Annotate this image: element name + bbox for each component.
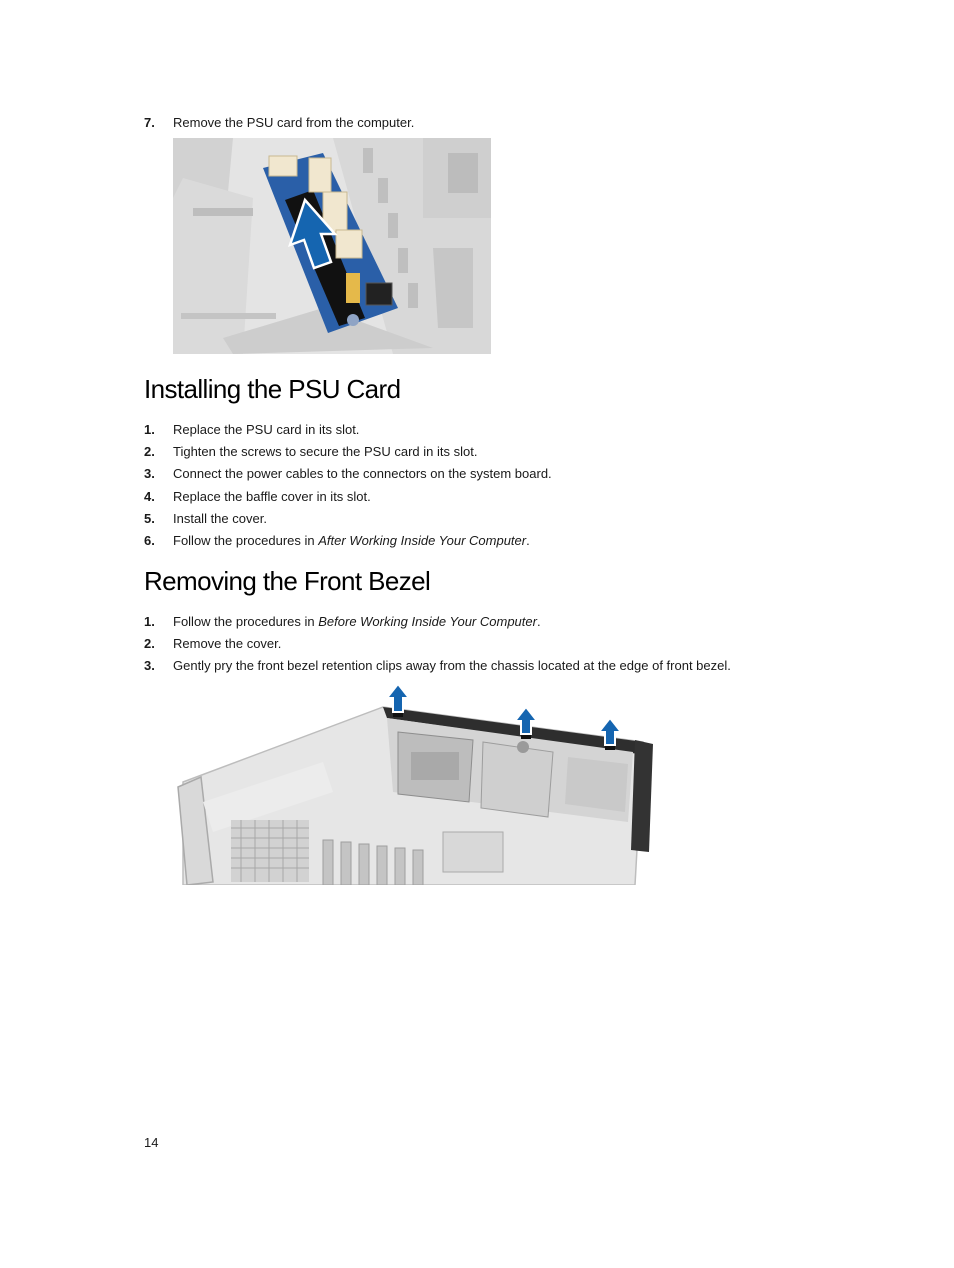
- step-number: 2.: [144, 444, 155, 459]
- step-text: Follow the procedures in: [173, 614, 319, 629]
- step-number: 6.: [144, 533, 155, 548]
- step-number: 2.: [144, 636, 155, 651]
- step-text: Remove the PSU card from the computer.: [173, 115, 415, 130]
- step-number: 3.: [144, 466, 155, 481]
- step-text: Replace the baffle cover in its slot.: [173, 489, 371, 504]
- cross-reference: After Working Inside Your Computer: [318, 533, 527, 548]
- section-title-removing-front-bezel: Removing the Front Bezel: [144, 566, 431, 596]
- step-text: Follow the procedures in: [173, 533, 319, 548]
- step-text: Connect the power cables to the connectors on the system board.: [173, 466, 552, 481]
- psu-card-removal-illustration: [173, 138, 491, 354]
- step-number: 1.: [144, 614, 155, 629]
- step-number: 3.: [144, 658, 155, 673]
- step-text-suffix: .: [536, 614, 541, 629]
- cross-reference: Before Working Inside Your Computer: [318, 614, 537, 629]
- step-text: Gently pry the front bezel retention clips away from the chassis located at the edge of front bezel.: [173, 658, 731, 673]
- step-text-suffix: .: [526, 533, 530, 548]
- step-text: Replace the PSU card in its slot.: [173, 422, 360, 437]
- step-number: 1.: [144, 422, 155, 437]
- front-bezel-removal-illustration: [173, 682, 657, 885]
- step-text: Tighten the screws to secure the PSU card in its slot.: [173, 444, 478, 459]
- step-number: 7.: [144, 115, 155, 130]
- section-title-installing-psu-card: Installing the PSU Card: [144, 374, 401, 404]
- step-text: Install the cover.: [173, 511, 267, 526]
- step-number: 4.: [144, 489, 155, 504]
- page-number: 14: [144, 1135, 159, 1150]
- step-text: Remove the cover.: [173, 636, 282, 651]
- step-number: 5.: [144, 511, 155, 526]
